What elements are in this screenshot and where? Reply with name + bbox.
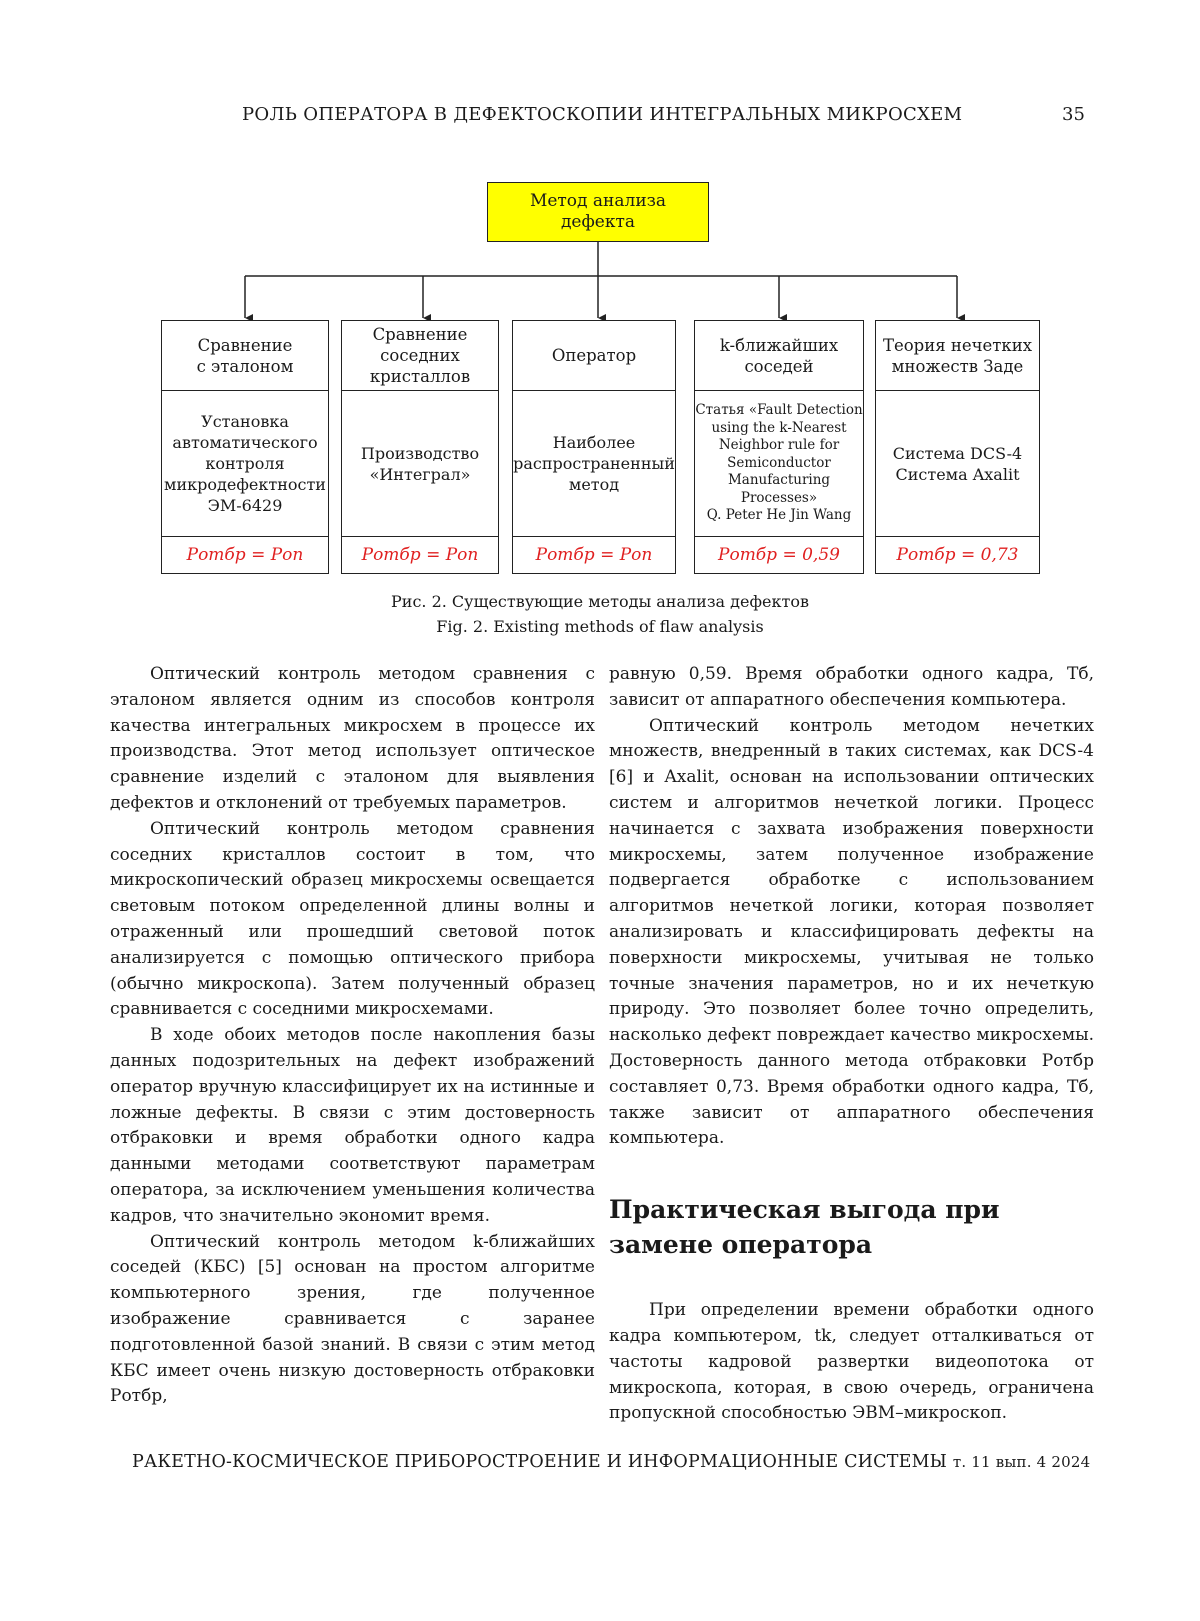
root-node-box: Метод анализа дефекта [487,182,709,242]
column-head: Сравнение соседних кристаллов [342,321,498,391]
column-body: Система DCS-4 Система Axalit [876,391,1039,537]
method-column-knn [694,320,864,574]
journal-issue: т. 11 вып. 4 2024 [952,1453,1091,1471]
paragraph: При определении времени обработки одного кадра компьютером, tk, следует отталкиваться от частоты кадровой развертки видеопотока от микроскопа, которая, в свою очередь, ограничена пропускной способностью ЭВМ–микроскоп. [609,1300,1094,1424]
column-head: Теория нечетких множеств Заде [876,321,1039,391]
figure-caption-en: Fig. 2. Existing methods of flaw analysis [436,617,764,636]
running-title: РОЛЬ ОПЕРАТОРА В ДЕФЕКТОСКОПИИ ИНТЕГРАЛЬНЫХ МИКРОСХЕМ [242,104,963,125]
method-column-operator [512,320,676,574]
column-body: Наиболее распространенный метод [513,391,675,537]
column-head: k-ближайших соседей [695,321,863,391]
journal-name: РАКЕТНО-КОСМИЧЕСКОЕ ПРИБОРОСТРОЕНИЕ И ИНФОРМАЦИОННЫЕ СИСТЕМЫ [132,1452,948,1472]
column-body: Статья «Fault Detection using the k-Nearest Neighbor rule for Semiconductor Manufacturing Processes» Q. Peter He Jin Wang [695,391,863,537]
column-formula: Pотбр = 0,73 [896,545,1019,565]
column-head: Оператор [513,321,675,391]
column-formula: Pотбр = Pоп [361,545,479,565]
method-column-reference [161,320,329,574]
figure-methods-diagram [0,0,1200,650]
method-column-neighbors [341,320,499,574]
paragraph: Оптический контроль методом сравнения соседних кристаллов состоит в том, что микроскопический образец микросхемы освещается световым потоком определенной длины волны и отраженный или прошедший световой поток анализируется с помощью оптического прибора (обычно микроскопа). Затем полученный образец сравнивается с соседними микросхемами. [110,818,595,1020]
column-body: Установка автоматического контроля микродефектности ЭМ-6429 [162,391,328,537]
method-column-fuzzy [875,320,1040,574]
column-head: Сравнение с эталоном [162,321,328,391]
paragraph: Оптический контроль методом нечетких множеств, внедренный в таких системах, как DCS-4 [6] и Axalit, основан на использовании оптических систем и алгоритмов нечеткой логики. Процесс начинается с захвата изображения поверхности микросхемы, затем полученное изображение подвергается обработке с использованием алгоритмов нечеткой логики, которая позволяет анализировать и классифицировать дефекты на поверхности микросхемы, учитывая не только точные значения параметров, но и их нечеткую природу. Это позволяет более точно определить, насколько дефект повреждает качество микросхемы. Достоверность данного метода отбраковки Pотбр составляет 0,73. Время обработки одного кадра, Tб, также зависит от аппаратного обеспечения компьютера. [609,715,1094,1149]
page-number: 35 [1062,104,1085,125]
paragraph: Оптический контроль методом сравнения с эталоном является одним из способов контроля качества интегральных микросхем в процессе их производства. Этот метод использует оптическое сравнение изделий с эталоном для выявления дефектов и отклонений от требуемых параметров. [110,664,595,813]
text-column-right [609,662,1094,1427]
column-formula: Pотбр = 0,59 [718,545,840,565]
journal-footer [132,1452,1090,1472]
text-column-left [110,662,595,1410]
paragraph: Оптический контроль методом k-ближайших соседей (КБС) [5] основан на простом алгоритме компьютерного зрения, где полученное изображение сравнивается с заранее подготовленной базой знаний. В связи с этим метод КБС имеет очень низкую достоверность отбраковки Pотбр, [110,1231,595,1407]
figure-caption-ru: Рис. 2. Существующие методы анализа дефектов [391,592,809,611]
column-formula: Pотбр = Pоп [186,545,304,565]
paragraph: В ходе обоих методов после накопления базы данных подозрительных на дефект изображений оператор вручную классифицирует их на истинные и ложные дефекты. В связи с этим достоверность отбраковки и время обработки одного кадра данными методами соответствуют параметрам оператора, за исключением уменьшения количества кадров, что значительно экономит время. [110,1025,595,1226]
section-heading: Практическая выгода при замене оператора [609,1195,1000,1260]
column-body: Производство «Интеграл» [342,391,498,537]
paragraph: равную 0,59. Время обработки одного кадра, Tб, зависит от аппаратного обеспечения компьютера. [609,664,1094,710]
column-formula: Pотбр = Pоп [535,545,653,565]
